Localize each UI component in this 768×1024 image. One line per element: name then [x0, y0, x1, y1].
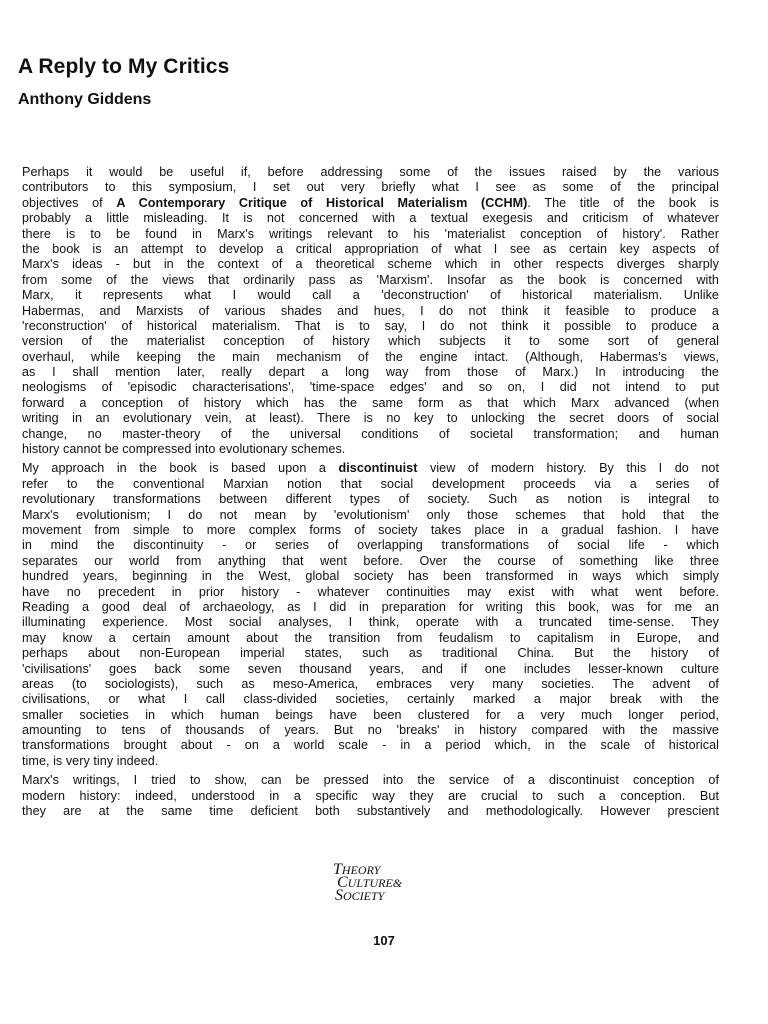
text-line: Marx, it represents what I would call a 'deconstruction' of historical materialism. Unlike — [22, 288, 719, 303]
text-line: 'civilisations' goes back some seven thousand years, and if one includes lesser-known culture — [22, 661, 719, 676]
paragraph — [22, 165, 719, 457]
text-line: hundred years, beginning in the West, global society has been transformed in ways which simply — [22, 569, 719, 584]
text-line: Reading a good deal of archaeology, as I did in preparation for writing this book, was for me an — [22, 599, 719, 614]
logo-line-theory: THEORY — [333, 861, 381, 878]
text-line: modern history: indeed, understood in a specific way they are crucial to such a conception. But — [22, 788, 719, 803]
text-line: forward a conception of history which has the same form as that which Marx advanced (when — [22, 395, 719, 410]
paragraph — [22, 773, 719, 819]
journal-logo — [325, 862, 420, 906]
text-line: areas (to sociologists), such as meso-America, embraces very many societies. The advent of — [22, 676, 719, 691]
article-body — [22, 165, 719, 823]
text-line: neologisms of 'episodic characterisations', 'time-space edges' and so on, I did not intend to put — [22, 380, 719, 395]
text-line: writing in an evolutionary vein, at least). There is no key to unlocking the secret doors of social — [22, 411, 719, 426]
text-line: separates our world from anything that went before. Over the course of something like three — [22, 553, 719, 568]
text-line: from some of the views that ordinarily pass as 'Marxism'. Insofar as the book is concerned with — [22, 272, 719, 287]
text-line: Marx's writings, I tried to show, can be pressed into the service of a discontinuist conception of — [22, 773, 719, 788]
paragraph — [22, 461, 719, 769]
page-number: 107 — [373, 933, 395, 948]
text-line: there is to be found in Marx's writings relevant to his 'materialist conception of history'. Rather — [22, 226, 719, 241]
text-line: perhaps about non-European imperial states, such as traditional China. But the history of — [22, 646, 719, 661]
text-line: time, is very tiny indeed. — [22, 753, 159, 768]
text-line: Perhaps it would be useful if, before addressing some of the issues raised by the various — [22, 165, 719, 179]
text-line: version of the materialist conception of history which subjects it to some sort of general — [22, 334, 719, 349]
text-line: as I shall mention later, really depart a long way from those of Marx.) In introducing the — [22, 365, 719, 380]
text-line — [22, 461, 719, 476]
text-line: may know a certain amount about the transition from feudalism to capitalism in Europe, and — [22, 630, 719, 645]
text-line: in mind the discontinuity - or series of overlapping transformations of social life - which — [22, 538, 719, 553]
text-line: 'reconstruction' of historical materialism. That is to say, I do not think it possible to produce a — [22, 318, 719, 333]
text-line: Habermas, and Marxists of various shades and hues, I do not think it feasible to produce a — [22, 303, 719, 318]
text-line: they are at the same time deficient both substantively and methodologically. However prescient — [22, 804, 719, 819]
text-line: transformations brought about - on a world scale - in a period which, in the scale of historical — [22, 738, 719, 753]
text-line: probably a little misleading. It is not concerned with a textual exegesis and criticism of whatever — [22, 211, 719, 226]
line-segment: . The title of the book is — [527, 195, 720, 210]
text-line: illuminating experience. Most social analyses, I think, operate with a truncated time-sense. They — [22, 615, 719, 630]
text-line: amounting to tens of thousands of years. But no 'breaks' in history compared with the massive — [22, 723, 719, 738]
text-line: revolutionary transformations between different types of society. Such as notion is integral to — [22, 492, 719, 507]
line-segment: My approach in the book is based upon a — [22, 461, 339, 476]
emphasis-text: discontinuist — [338, 461, 418, 476]
text-line: smaller societies in which human beings have been clustered for a very much longer period, — [22, 707, 719, 722]
article-title: A Reply to My Critics — [18, 55, 230, 78]
text-line: the book is an attempt to develop a critical appropriation of what I see as certain key aspects of — [22, 241, 719, 256]
text-line: have no precedent in prior history - whatever continuities may exist with what went before. — [22, 584, 719, 599]
line-segment: objectives of — [22, 195, 117, 210]
logo-line-culture: CULTURE& — [337, 874, 403, 891]
logo-line-society: SOCIETY — [335, 887, 385, 904]
text-line: overhaul, while keeping the main mechanism of the engine intact. (Although, Habermas's views, — [22, 349, 719, 364]
text-line: Marx's ideas - but in the context of a theoretical scheme which in other respects diverges sharply — [22, 257, 719, 272]
emphasis-text: A Contemporary Critique of Historical Materialism (CCHM) — [116, 195, 528, 210]
text-line: Marx's evolutionism; I do not mean by 'evolutionism' only those schemes that hold that the — [22, 507, 719, 522]
text-line — [22, 196, 719, 211]
text-line: change, no master-theory of the universal conditions of societal transformation; and human — [22, 426, 719, 441]
text-line: movement from simple to more complex forms of society takes place in a gradual fashion. I have — [22, 522, 719, 537]
text-line: history cannot be compressed into evolutionary schemes. — [22, 442, 346, 457]
text-line: refer to the conventional Marxian notion that social development proceeds via a series of — [22, 476, 719, 491]
line-segment: view of modern history. By this I do not — [417, 461, 720, 476]
article-author: Anthony Giddens — [18, 91, 152, 108]
text-line: civilisations, or what I call class-divided societies, certainly marked a major break with the — [22, 692, 719, 707]
text-line: contributors to this symposium, I set out very briefly what I see as some of the principal — [22, 180, 719, 195]
